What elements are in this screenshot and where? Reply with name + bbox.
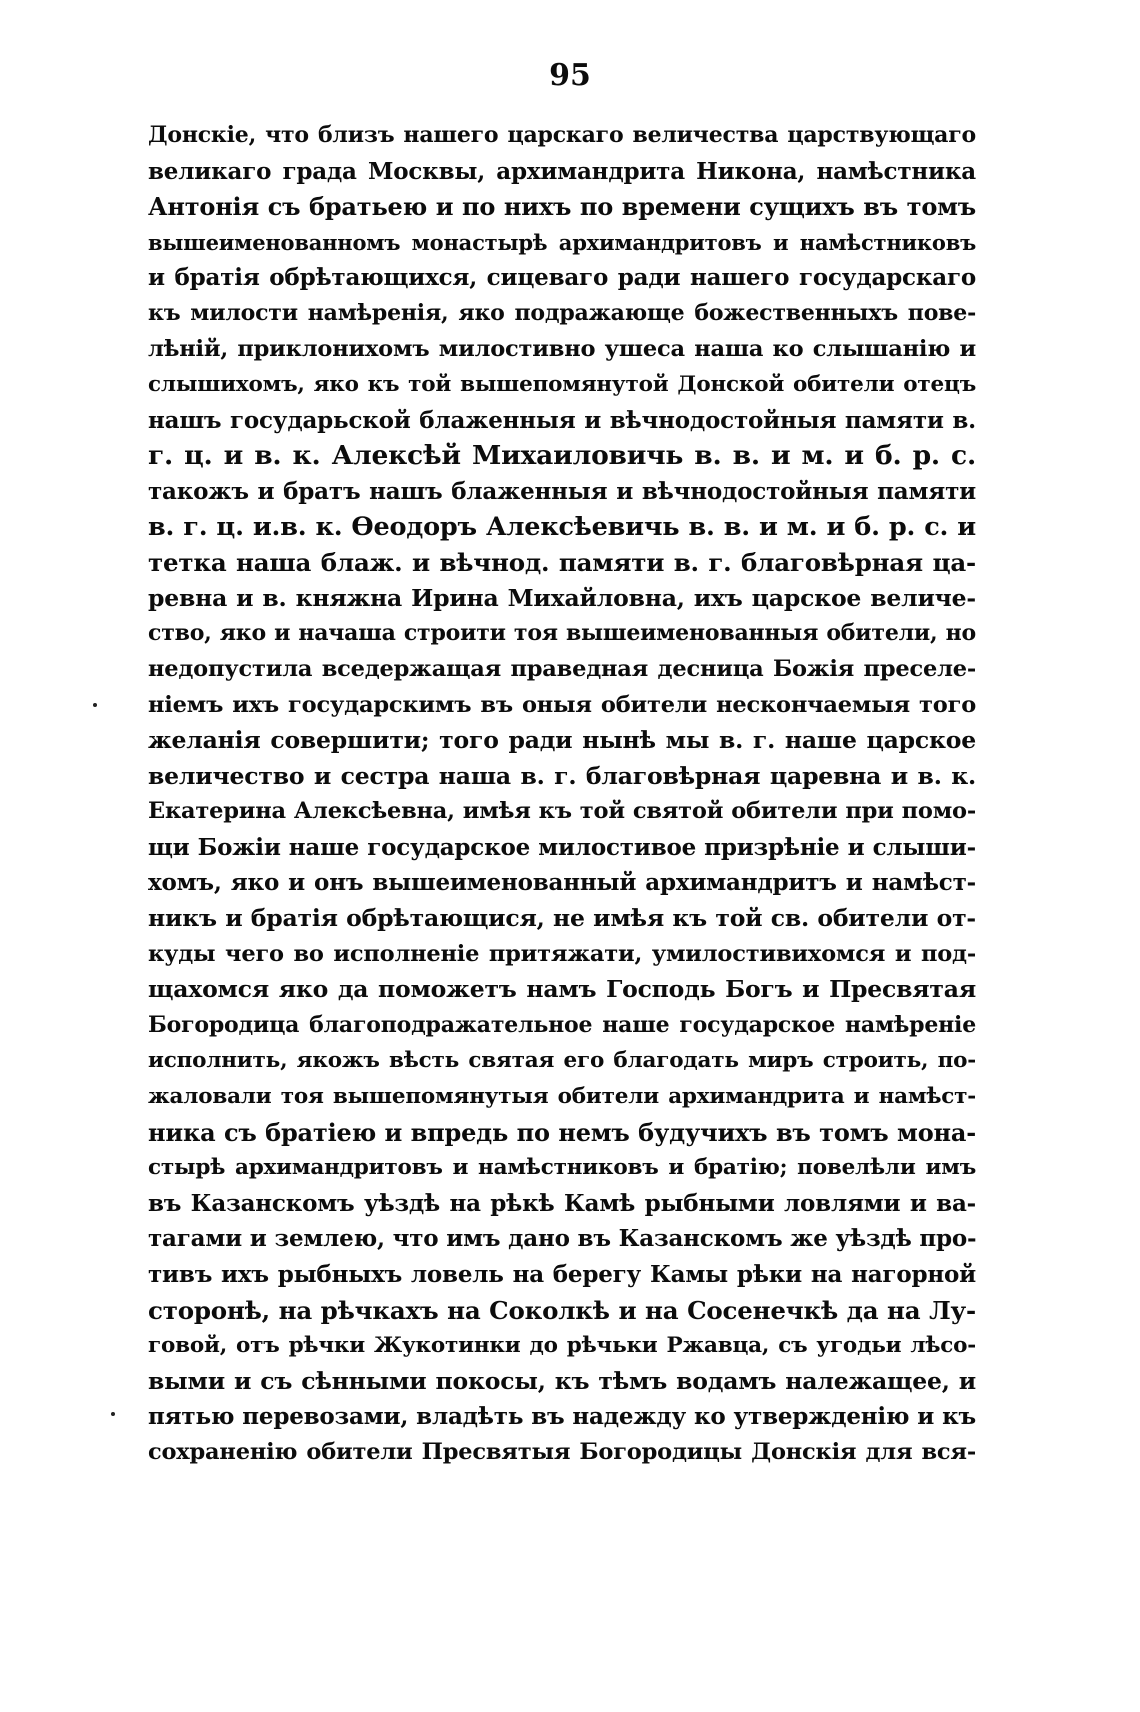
text-line: стырѣ архимандритовъ и намѣстниковъ и братію; повелѣли имъ xyxy=(148,1155,976,1181)
text-line: пятью перевозами, владѣть въ надежду ко утвержденію и къ xyxy=(148,1403,976,1431)
text-line: слышихомъ, яко къ той вышепомянутой Донской обители отецъ xyxy=(148,372,976,398)
text-line: жаловали тоя вышепомянутыя обители архимандрита и намѣст- xyxy=(148,1084,976,1110)
text-line: ніемъ ихъ государскимъ въ оныя обители нескончаемыя того xyxy=(148,691,976,718)
text-line: Антонія съ братьею и по нихъ по времени сущихъ въ томъ xyxy=(148,192,976,222)
scan-speck xyxy=(93,703,97,707)
text-line: хомъ, яко и онъ вышеименованный архимандритъ и намѣст- xyxy=(148,869,976,897)
text-line: лѣній, приклонихомъ милостивно ушеса наша ко слышанію и xyxy=(148,335,976,362)
text-line: Богородица благоподражательное наше государское намѣреніе xyxy=(148,1011,976,1038)
text-line: в. г. ц. и.в. к. Ѳеодоръ Алексѣевичь в. в. и м. и б. р. с. и xyxy=(148,511,976,542)
text-block xyxy=(148,118,976,1471)
text-line: ника съ братіею и впредь по немъ будучихъ въ томъ мона- xyxy=(148,1117,976,1147)
text-line: и братія обрѣтающихся, сицеваго ради нашего государскаго xyxy=(148,264,976,292)
scan-speck xyxy=(111,1412,115,1416)
text-line: величество и сестра наша в. г. благовѣрная царевна и в. к. xyxy=(148,761,976,790)
text-line: г. ц. и в. к. Алексѣй Михаиловичь в. в. и м. и б. р. с. xyxy=(148,440,976,472)
text-line: нашъ государьской блаженныя и вѣчнодостойныя памяти в. xyxy=(148,406,976,434)
text-line: куды чего во исполненіе притяжати, умилостивихомся и под- xyxy=(148,940,976,967)
text-line: исполнить, якожъ вѣсть святая его благодать миръ строить, по- xyxy=(148,1048,976,1074)
text-line: тивъ ихъ рыбныхъ ловель на берегу Камы рѣки на нагорной xyxy=(148,1261,976,1288)
text-line: тетка наша блаж. и вѣчнод. памяти в. г. благовѣрная ца- xyxy=(148,548,976,578)
text-line: щахомся яко да поможетъ намъ Господь Богъ и Пресвятая xyxy=(148,975,976,1004)
text-line: въ Казанскомъ уѣздѣ на рѣкѣ Камѣ рыбными ловлями и ва- xyxy=(148,1189,976,1217)
text-line: недопустила вседержащая праведная десница Божія преселе- xyxy=(148,655,976,682)
text-line: вышеименованномъ монастырѣ архимандритовъ и намѣстниковъ xyxy=(148,229,976,255)
text-line: Екатерина Алексѣевна, имѣя къ той святой обители при помо- xyxy=(148,798,976,825)
text-line: такожъ и братъ нашъ блаженныя и вѣчнодостойныя памяти xyxy=(148,477,976,505)
text-line: говой, отъ рѣчки Жукотинки до рѣчьки Ржавца, съ угодьи лѣсо- xyxy=(148,1333,976,1359)
text-line: сторонѣ, на рѣчкахъ на Соколкѣ и на Сосенечкѣ да на Лу- xyxy=(148,1295,976,1325)
text-line: Донскіе, что близъ нашего царскаго величества царствующаго xyxy=(148,122,976,148)
text-line: щи Божіи наше государское милостивое призрѣніе и слыши- xyxy=(148,833,976,861)
text-line: великаго града Москвы, архимандрита Никона, намѣстника xyxy=(148,157,976,185)
text-line: тагами и землею, что имъ дано въ Казанскомъ же уѣздѣ про- xyxy=(148,1225,976,1253)
text-line: ство, яко и начаша строити тоя вышеименованныя обители, но xyxy=(148,620,976,647)
text-line: сохраненію обители Пресвятыя Богородицы Донскія для вся- xyxy=(148,1438,976,1465)
text-line: никъ и братія обрѣтающися, не имѣя къ той св. обители от- xyxy=(148,904,976,933)
page-number: 95 xyxy=(549,58,591,93)
text-line: желанія совершити; того ради нынѣ мы в. г. наше царское xyxy=(148,726,976,755)
text-line: ревна и в. княжна Ирина Михайловна, ихъ царское величе- xyxy=(148,583,976,612)
text-line: къ милости намѣренія, яко подражающе божественныхъ пове- xyxy=(148,299,976,326)
text-line: выми и съ сѣнными покосы, къ тѣмъ водамъ належащее, и xyxy=(148,1366,976,1395)
